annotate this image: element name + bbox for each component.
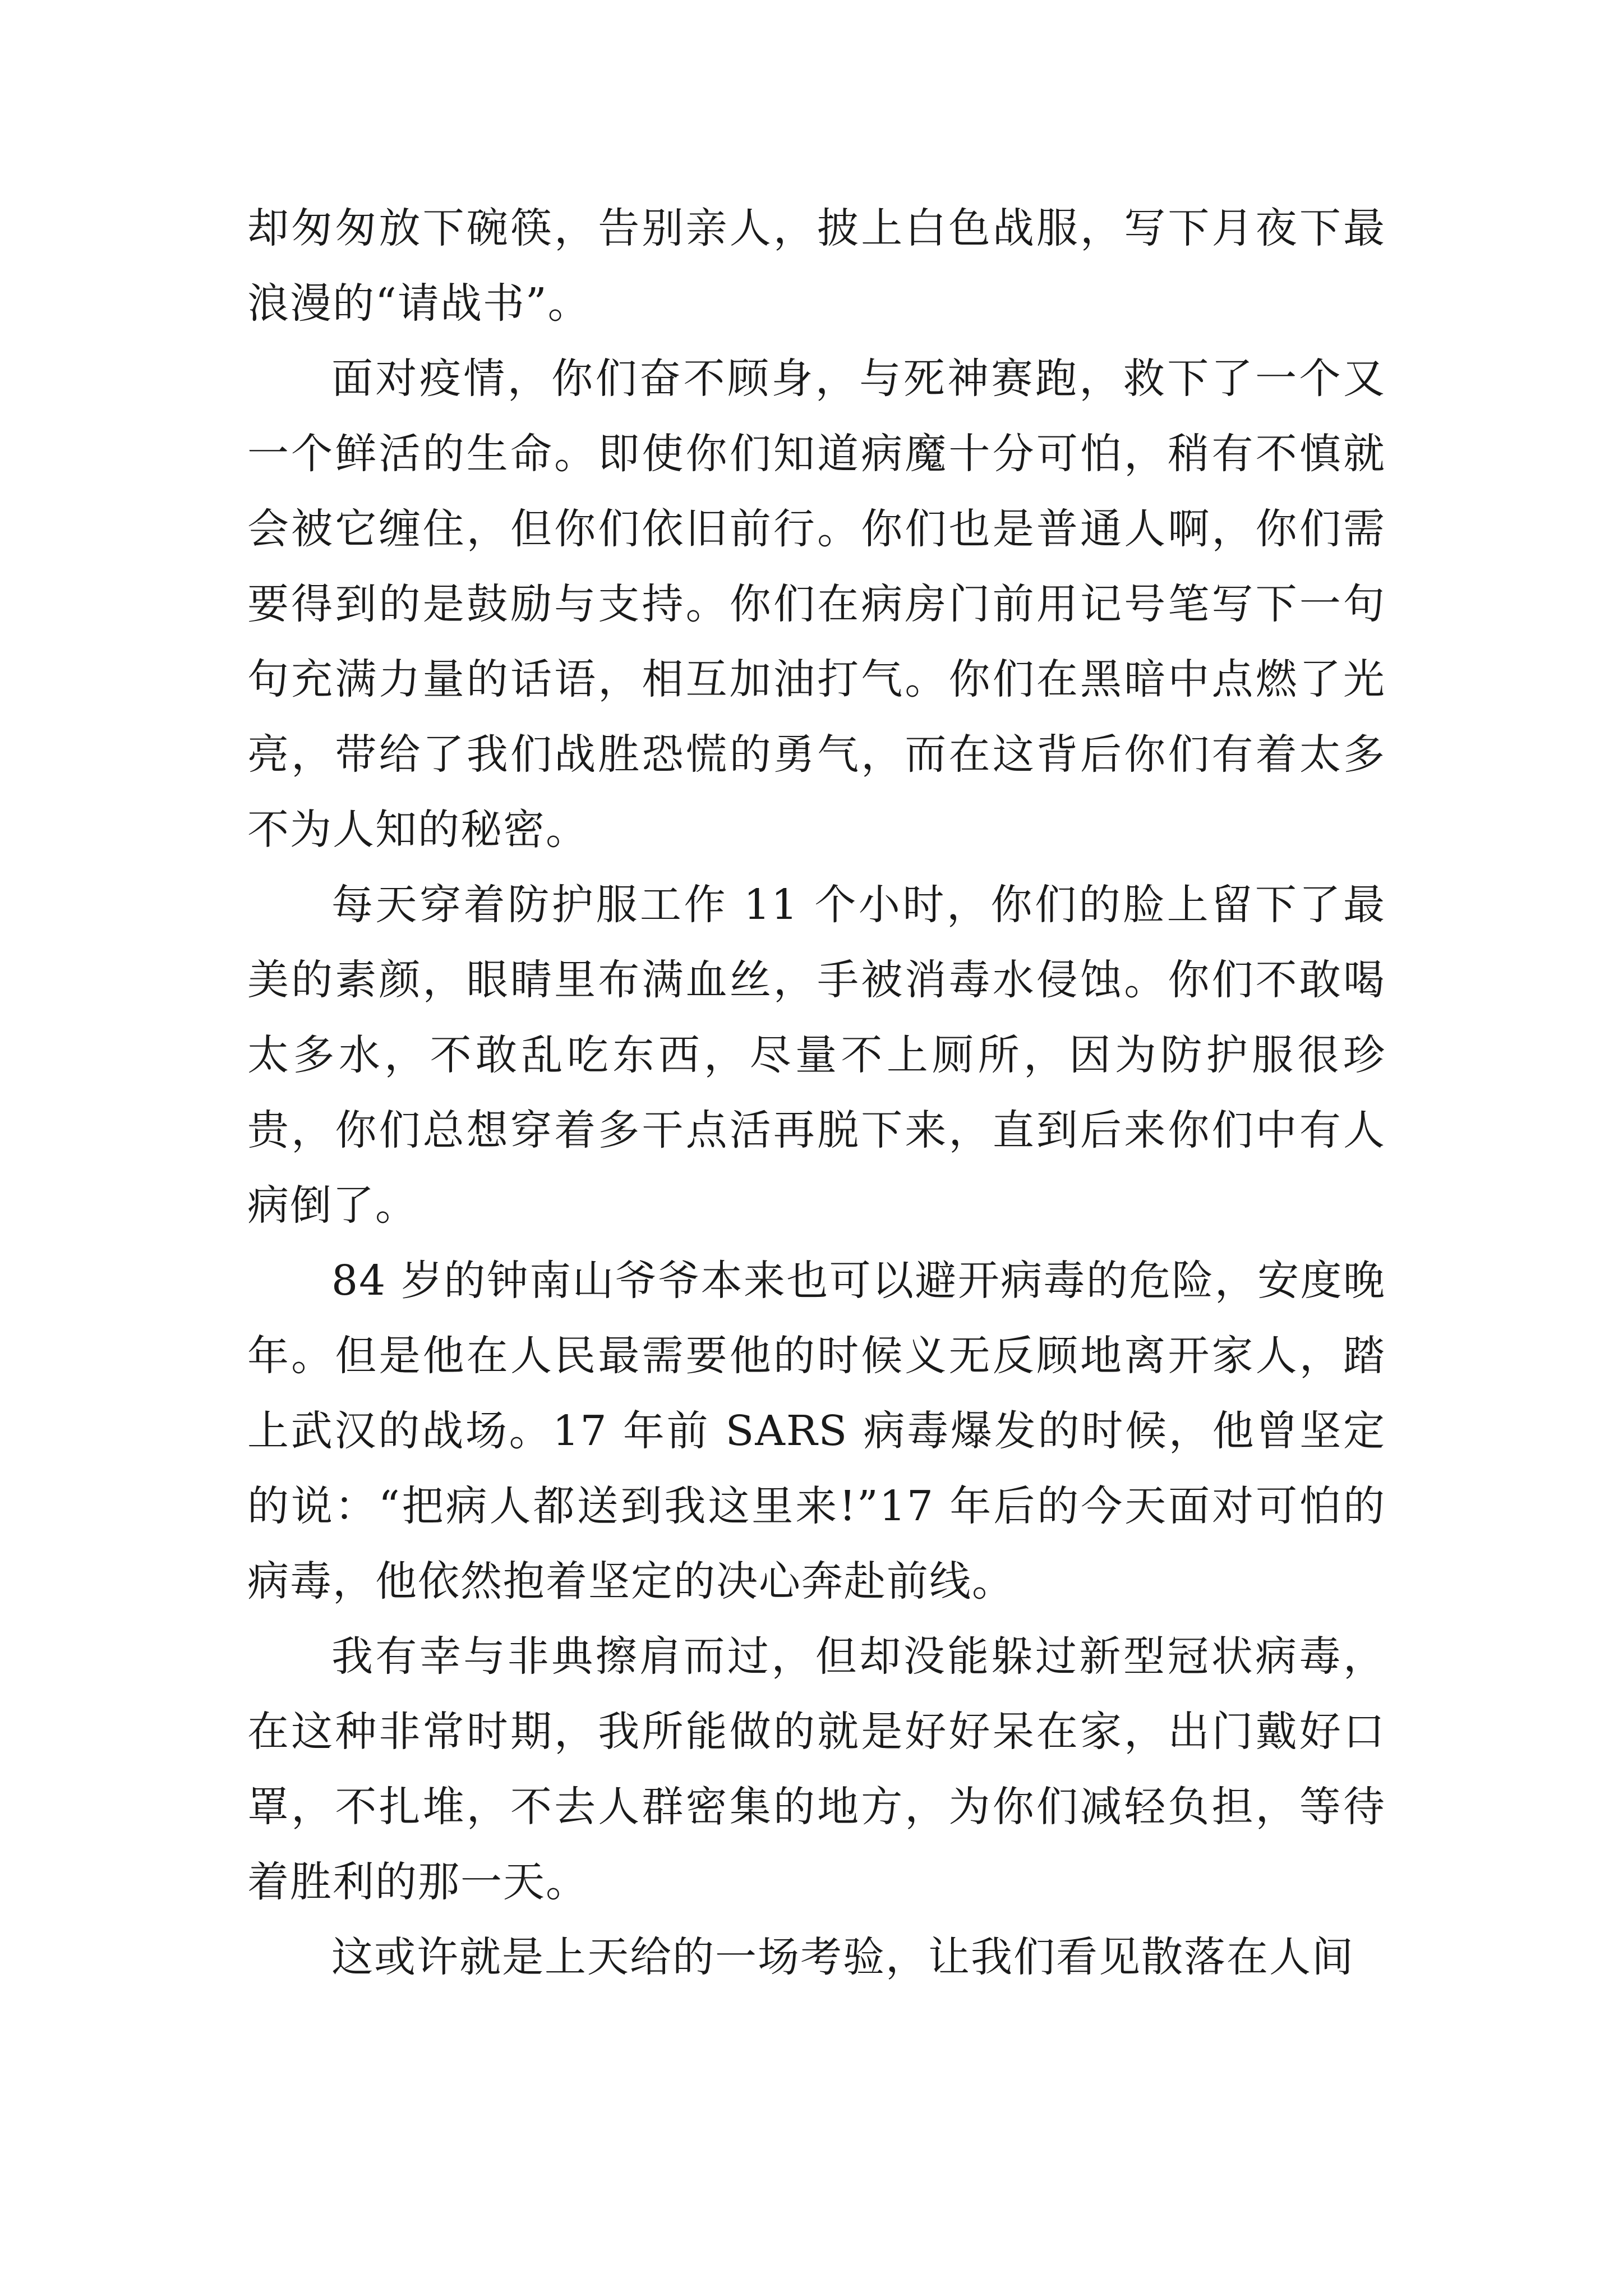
paragraph-5: 我有幸与非典擦肩而过，但却没能躲过新型冠状病毒，在这种非常时期，我所能做的就是好好呆在家，出门戴好口罩，不扎堆，不去人群密集的地方，为你们减轻负担，等待着胜利的那一天。	[247, 1632, 1386, 1906]
paragraph-6: 这或许就是上天给的一场考验，让我们看见散落在人间	[331, 1933, 1354, 1981]
paragraph-2: 面对疫情，你们奋不顾身，与死神赛跑，救下了一个又一个鲜活的生命。即使你们知道病魔十分可怕，稍有不慎就会被它缠住，但你们依旧前行。你们也是普通人啊，你们需要得到的是鼓励与支持。你们在病房门前用记号笔写下一句句充满力量的话语，相互加油打气。你们在黑暗中点燃了光亮，带给了我们战胜恐慌的勇气，而在这背后你们有着太多不为人知的秘密。	[247, 355, 1386, 854]
article-body	[247, 191, 1386, 1995]
paragraph-4: 84 岁的钟南山爷爷本来也可以避开病毒的危险，安度晚年。但是他在人民最需要他的时候义无反顾地离开家人，踏上武汉的战场。17 年前 SARS 病毒爆发的时候，他曾坚定的说：“把病人都送到我这里来!”17 年后的今天面对可怕的病毒，他依然抱着坚定的决心奔赴前线。	[247, 1257, 1386, 1605]
paragraph-3: 每天穿着防护服工作 11 个小时，你们的脸上留下了最美的素颜，眼睛里布满血丝，手被消毒水侵蚀。你们不敢喝太多水，不敢乱吃东西，尽量不上厕所，因为防护服很珍贵，你们总想穿着多干点活再脱下来，直到后来你们中有人病倒了。	[247, 881, 1386, 1230]
paragraph-1: 却匆匆放下碗筷，告别亲人，披上白色战服，写下月夜下最浪漫的“请战书”。	[247, 204, 1386, 328]
